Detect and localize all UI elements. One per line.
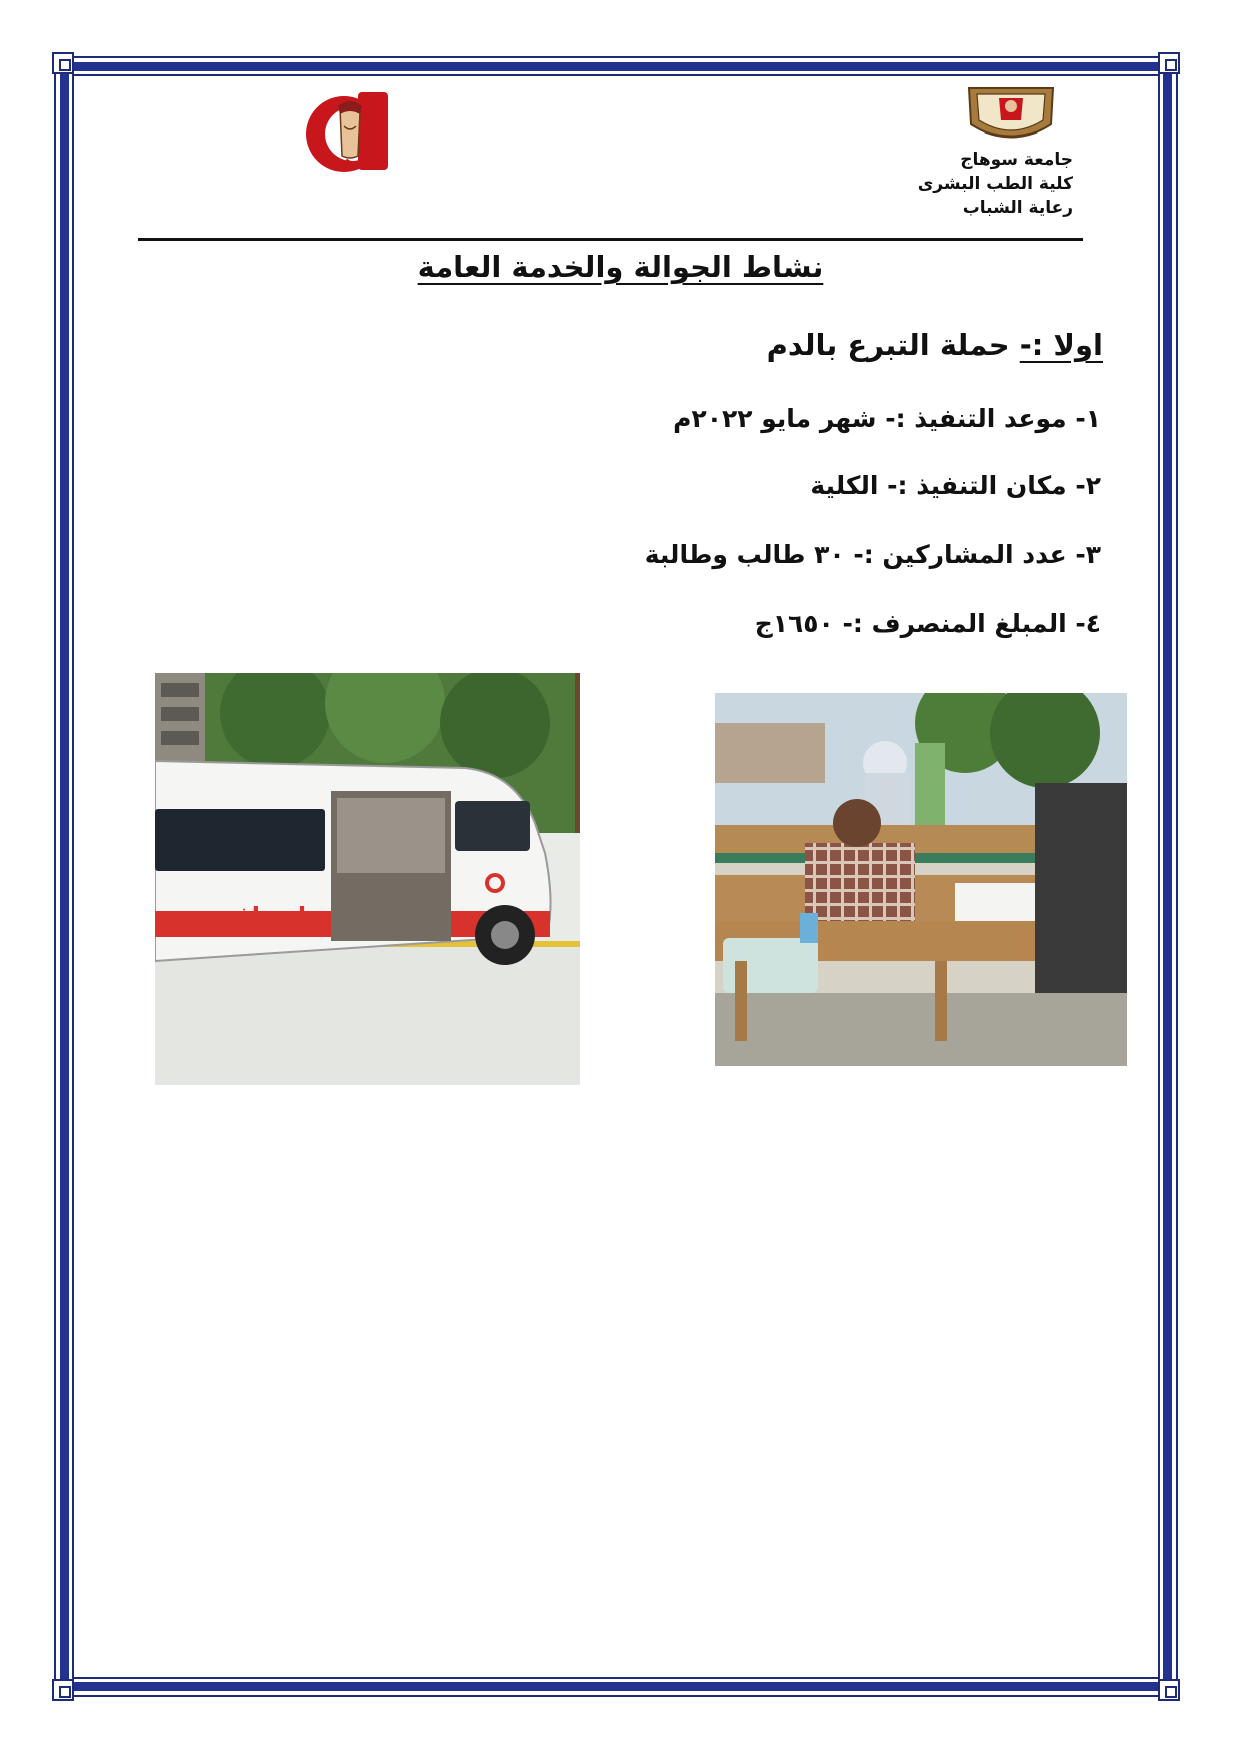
- detail-location: ٢- مكان التنفيذ :- الكلية: [810, 471, 1101, 500]
- section-heading-text: حملة التبرع بالدم: [766, 328, 1020, 362]
- university-name: جامعة سوهاج: [960, 150, 1073, 170]
- detail-amount: ٤- المبلغ المنصرف :- ١٦٥٠ج: [754, 609, 1101, 638]
- university-logo: [965, 84, 1057, 144]
- page-title: [0, 250, 1241, 284]
- border-corner-bottom-left: [52, 1679, 74, 1701]
- detail-date: ١- موعد التنفيذ :- شهر مايو ٢٠٢٢م: [673, 404, 1101, 433]
- border-corner-bottom-right: [1158, 1679, 1180, 1701]
- blood-donation-photo: [715, 693, 1127, 1066]
- header-divider: [138, 238, 1083, 241]
- page-title-text: نشاط الجوالة والخدمة العامة: [417, 250, 824, 284]
- ambulance-photo: [155, 673, 580, 1085]
- institution-header: [813, 148, 1073, 220]
- ambulance-label: اسعاف: [223, 902, 307, 930]
- faculty-name: كلية الطب البشرى: [917, 174, 1073, 194]
- border-corner-top-left: [52, 52, 74, 74]
- section-heading: [767, 328, 1103, 362]
- section-heading-prefix: اولا :-: [1019, 328, 1103, 362]
- border-corner-top-right: [1158, 52, 1180, 74]
- faculty-logo: [300, 86, 392, 178]
- detail-participants: ٣- عدد المشاركين :- ٣٠ طالب وطالبة: [644, 540, 1101, 569]
- department-name: رعاية الشباب: [962, 198, 1073, 218]
